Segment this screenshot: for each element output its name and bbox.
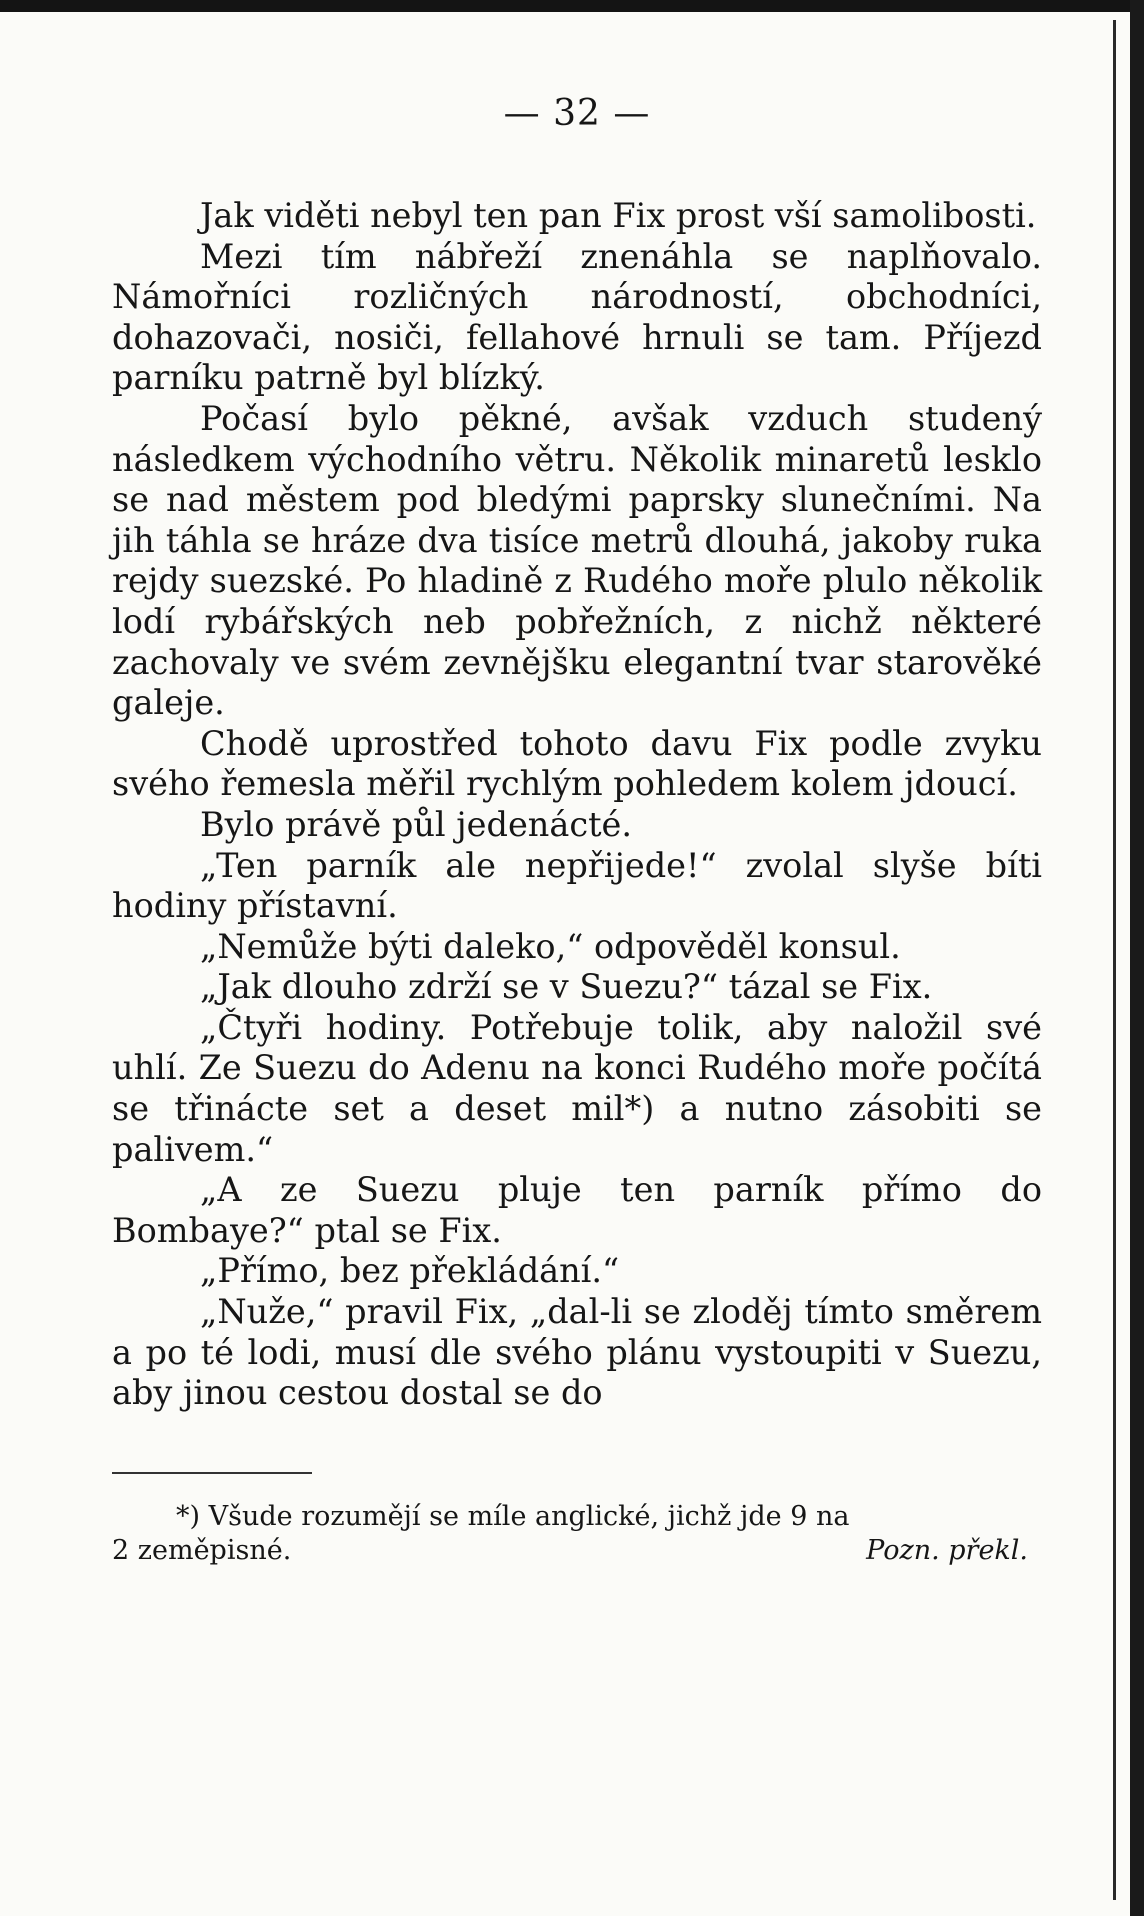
paragraph-10: „A ze Suezu pluje ten parník přímo do Bombaye?“ ptal se Fix. <box>112 1170 1042 1250</box>
scan-edge-top <box>0 0 1144 12</box>
paragraph-1: Jak viděti nebyl ten pan Fix prost vší samolibosti. <box>200 196 1037 235</box>
footnote-credit: Pozn. překl. <box>866 1534 1028 1566</box>
paragraph-6: „Ten parník ale nepřijede!“ zvolal slyše bíti hodiny přístavní. <box>112 845 1042 926</box>
paragraph-5: Bylo právě půl jedenácté. <box>200 804 633 844</box>
paragraph-4: Chodě uprostřed tohoto davu Fix podle zvyku svého řemesla měřil rychlým pohledem kolem jdoucí. <box>112 723 1042 804</box>
book-page <box>112 90 1042 1568</box>
paragraph-11: „Přímo, bez překládání.“ <box>200 1251 620 1291</box>
body-text <box>112 196 1042 1414</box>
scan-edge-right <box>1130 0 1144 1916</box>
paragraph-7: „Nemůže býti daleko,“ odpověděl konsul. <box>200 926 901 966</box>
paragraph-8: „Jak dlouho zdrží se v Suezu?“ tázal se Fix. <box>200 967 933 1007</box>
footnote-text: *) Všude rozumějí se míle anglické, jichž jde 9 na <box>176 1500 850 1532</box>
scan-edge-right-line <box>1113 20 1116 1900</box>
paragraph-3: Počasí bylo pěkné, avšak vzduch studený následkem východního větru. Několik minaretů lesklo se nad městem pod bledými paprsky slunečními. Na jih táhla se hráze dva tisíce metrů dlouhá, jakoby ruka rejdy suezské. Po hladině z Rudého moře plulo několik lodí rybářských neb pobřežních, z nichž některé zachovaly ve svém zevnějšku elegantní tvar starověké galeje. <box>112 398 1042 723</box>
paragraph-9: „Čtyři hodiny. Potřebuje tolik, aby naložil své uhlí. Ze Suezu do Adenu na konci Rudého moře počítá se třinácte set a deset mil*) a nutno zásobiti se palivem.“ <box>112 1007 1042 1169</box>
paragraph-2: Mezi tím nábřeží znenáhla se naplňovalo. Námořníci rozličných národností, obchodníci, dohazovači, nosiči, fellahové hrnuli se tam. Příjezd parníku patrně byl blízký. <box>112 236 1042 398</box>
footnote-divider <box>112 1472 312 1474</box>
footnote-last-line <box>112 1534 1042 1568</box>
page-number: — 32 — <box>503 93 651 134</box>
footnote-continuation: 2 zeměpisné. <box>112 1534 292 1566</box>
paragraph-12: „Nuže,“ pravil Fix, „dal-li se zloděj tímto směrem a po té lodi, musí dle svého plánu vystoupiti v Suezu, aby jinou cestou dostal se do <box>112 1292 1042 1413</box>
